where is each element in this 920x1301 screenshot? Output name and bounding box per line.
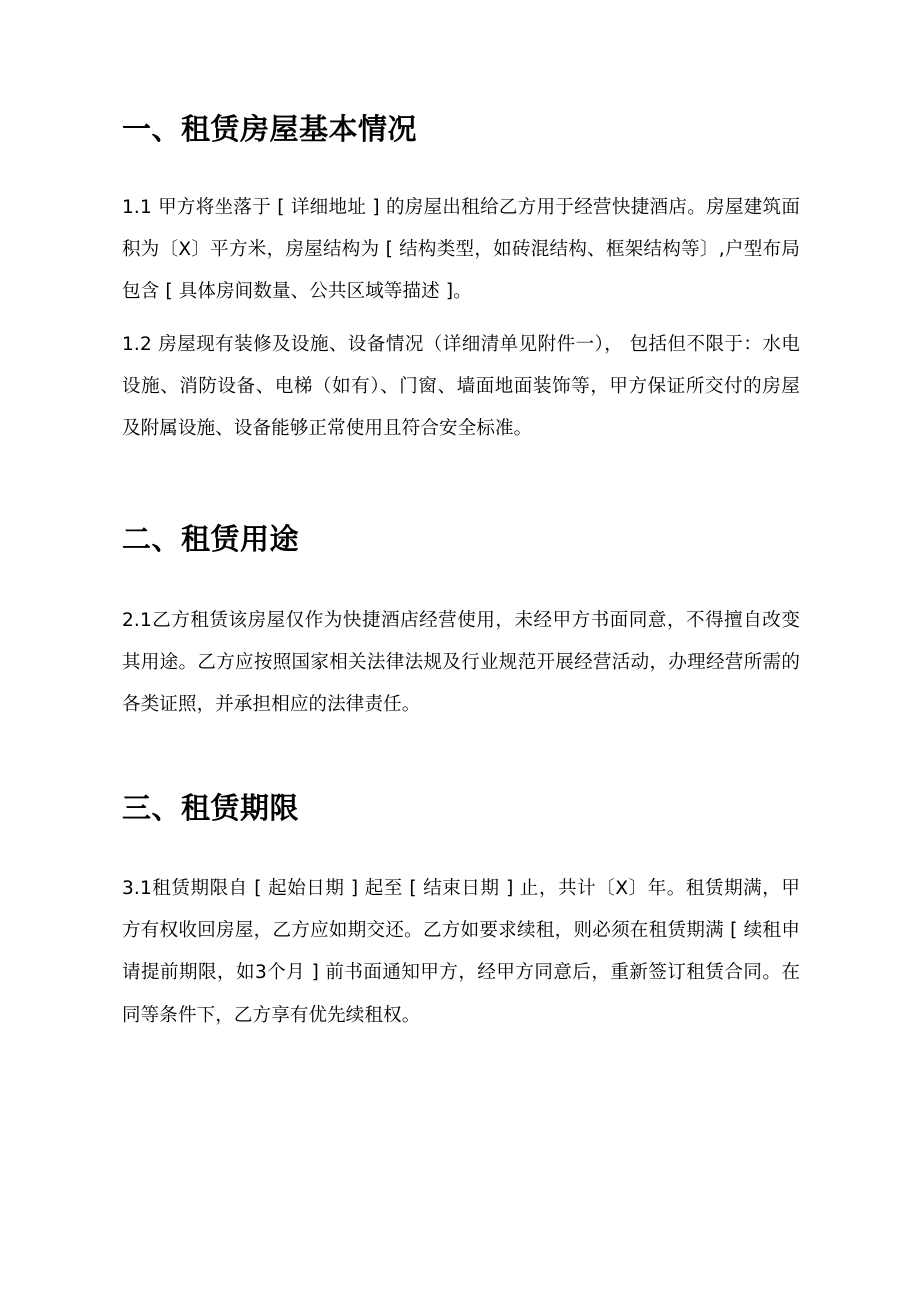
section-heading-1: 一、租赁房屋基本情况 bbox=[122, 112, 418, 146]
section-2-block bbox=[122, 521, 299, 557]
paragraph-1-2: 1.2 房屋现有装修及设施、设备情况（详细清单见附件一）， 包括但不限于：水电设施、消防设备、电梯（如有）、门窗、墙面地面装饰等，甲方保证所交付的房屋及附属设施、设备能够正常使用且符合安全标准。 bbox=[122, 334, 800, 440]
paragraph-1-1-block bbox=[122, 187, 800, 314]
section-heading-2: 二、租赁用途 bbox=[122, 522, 300, 556]
paragraph-1-2-block bbox=[122, 324, 800, 451]
paragraph-3-1-block bbox=[122, 868, 800, 1037]
section-3-block bbox=[122, 790, 299, 826]
paragraph-2-1-block bbox=[122, 600, 800, 727]
paragraph-3-1: 3.1租赁期限自 [ 起始日期 ] 起至 [ 结束日期 ] 止，共计〔X〕年。租赁期满，甲方有权收回房屋，乙方应如期交还。乙方如要求续租，则必须在租赁期满 [ 续租申请提前期限，如3个月 ] 前书面通知甲方，经甲方同意后，重新签订租赁合同。在同等条件下，乙方享有优先续租权。 bbox=[122, 878, 800, 1026]
paragraph-2-1: 2.1乙方租赁该房屋仅作为快捷酒店经营使用，未经甲方书面同意，不得擅自改变其用途。乙方应按照国家相关法律法规及行业规范开展经营活动，办理经营所需的各类证照，并承担相应的法律责任。 bbox=[122, 610, 800, 716]
paragraph-1-1: 1.1 甲方将坐落于 [ 详细地址 ] 的房屋出租给乙方用于经营快捷酒店。房屋建筑面积为〔X〕平方米，房屋结构为 [ 结构类型，如砖混结构、框架结构等〕,户型布局包含 [ 具体房间数量、公共区域等描述 ]。 bbox=[122, 197, 800, 303]
section-1-block bbox=[122, 111, 417, 147]
section-heading-3: 三、租赁期限 bbox=[122, 791, 300, 825]
